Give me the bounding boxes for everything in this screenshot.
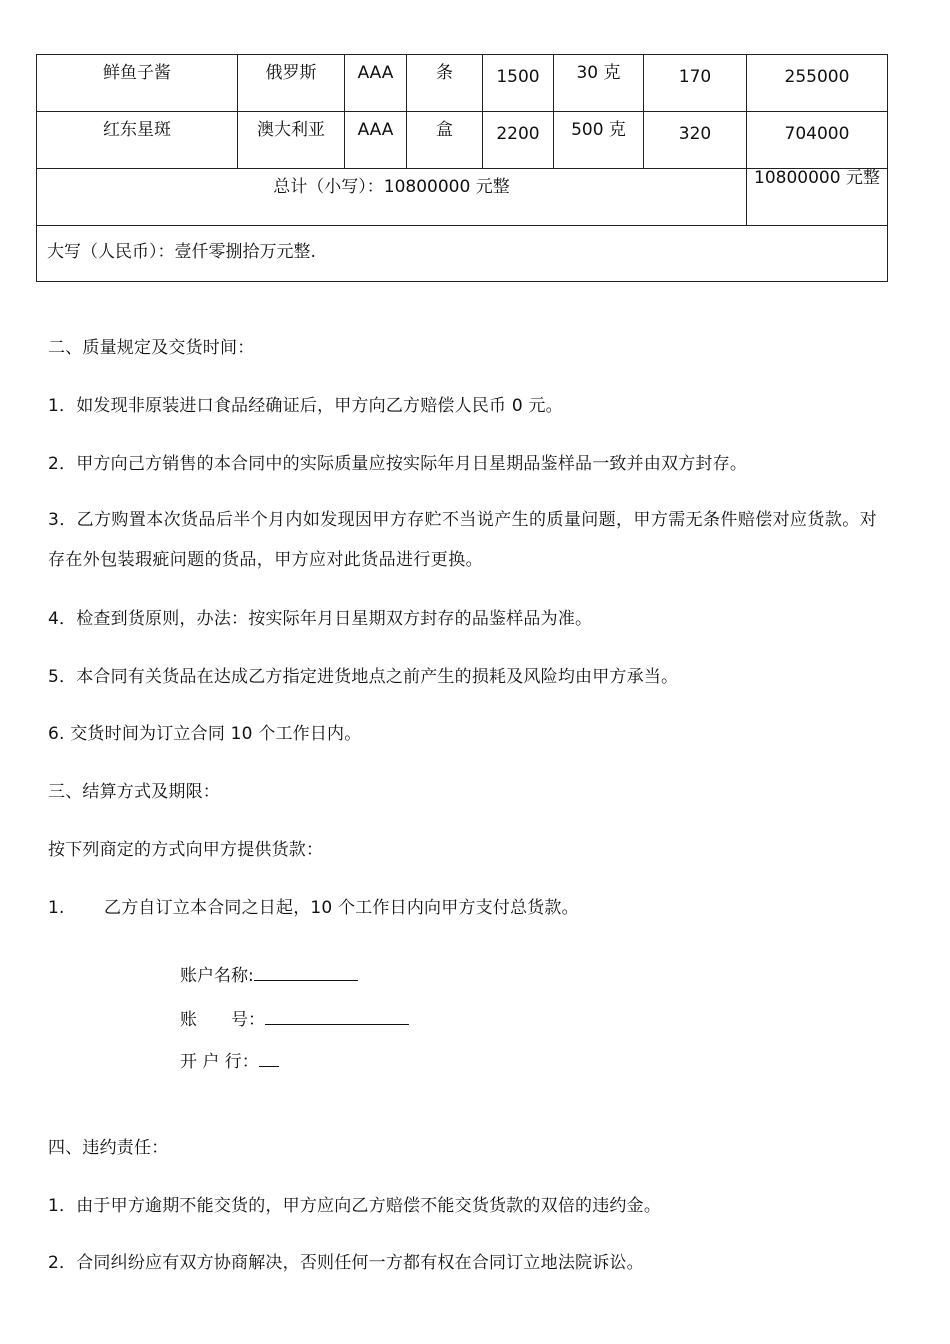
price-cell: 170: [644, 55, 747, 112]
section4-item-1: 1．由于甲方逾期不能交货的，甲方应向乙方赔偿不能交货货款的双倍的违约金。: [48, 1196, 662, 1216]
spec-cell: 500 克: [554, 112, 644, 169]
unit-cell: 条: [407, 55, 483, 112]
origin-cell: 澳大利亚: [238, 112, 345, 169]
section2-item-6: 6. 交货时间为订立合同 10 个工作日内。: [48, 724, 362, 744]
account-name-label: 账户名称:: [180, 966, 254, 986]
origin-cell: 俄罗斯: [238, 55, 345, 112]
section3-item-1: [48, 896, 579, 920]
bank-label: 开 户 行：: [180, 1052, 259, 1072]
account-name-blank: [254, 962, 358, 981]
section2-item-2: 2．甲方向己方销售的本合同中的实际质量应按实际年月日星期品鉴样品一致并由双方封存。: [48, 454, 748, 474]
quantity-cell: 1500: [483, 55, 554, 112]
total-value-cell: 10800000 元整: [747, 169, 888, 226]
bank-blank: [259, 1048, 279, 1067]
section2-item-1: 1．如发现非原装进口食品经确证后，甲方向乙方赔偿人民币 0 元。: [48, 396, 563, 416]
total-row: [37, 169, 888, 226]
section3-heading: 三、结算方式及期限：: [48, 782, 220, 802]
section3-intro: 按下列商定的方式向甲方提供货款：: [48, 840, 324, 860]
account-number-blank: [265, 1006, 409, 1025]
amount-cell: 704000: [747, 112, 888, 169]
total-in-words-row: [37, 226, 888, 282]
section4-heading: 四、违约责任：: [48, 1138, 169, 1158]
total-label-cell: 总计（小写）：10800000 元整: [37, 169, 747, 226]
section2-item-3: 3．乙方购置本次货品后半个月内如发现因甲方存贮不当说产生的质量问题，甲方需无条件赔偿对应货款。对存在外包装瑕疵问题的货品，甲方应对此货品进行更换。: [48, 510, 878, 570]
account-name-line: [180, 962, 358, 988]
total-in-words-cell: 大写（人民币）：壹仟零捌拾万元整.: [37, 226, 888, 282]
table-row: [37, 112, 888, 169]
amount-cell: 255000: [747, 55, 888, 112]
account-number-label: 账 号：: [180, 1010, 265, 1030]
account-number-line: [180, 1006, 409, 1032]
bank-line: [180, 1048, 279, 1074]
section4-item-2: 2．合同纠纷应有双方协商解决，否则任何一方都有权在合同订立地法院诉讼。: [48, 1253, 644, 1273]
unit-cell: 盒: [407, 112, 483, 169]
product-name-cell: 鲜鱼子酱: [37, 55, 238, 112]
price-cell: 320: [644, 112, 747, 169]
section2-item-4: 4．检查到货原则，办法：按实际年月日星期双方封存的品鉴样品为准。: [48, 609, 593, 629]
goods-table: [36, 54, 888, 282]
item-number: 1.: [48, 898, 65, 918]
section2-item-5: 5．本合同有关货品在达成乙方指定进货地点之前产生的损耗及风险均由甲方承当。: [48, 667, 679, 687]
section2-heading: 二、质量规定及交货时间：: [48, 338, 255, 358]
spec-cell: 30 克: [554, 55, 644, 112]
grade-cell: AAA: [345, 55, 407, 112]
table-row: [37, 55, 888, 112]
quantity-cell: 2200: [483, 112, 554, 169]
item-text: 乙方自订立本合同之日起，10 个工作日内向甲方支付总货款。: [104, 898, 579, 918]
grade-cell: AAA: [345, 112, 407, 169]
product-name-cell: 红东星斑: [37, 112, 238, 169]
